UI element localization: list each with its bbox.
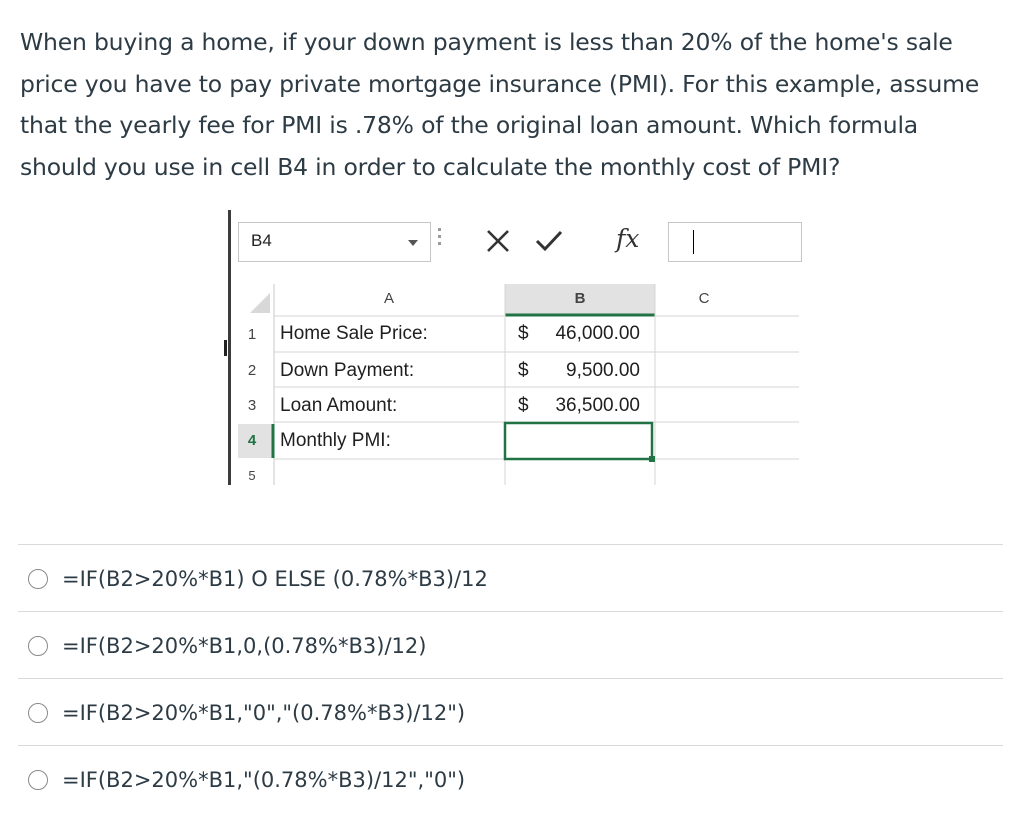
row-number: 2 [247,362,257,379]
radio-button[interactable] [28,569,48,589]
name-box-value: B4 [251,231,272,250]
question-line: When buying a home, if your down payment is less than 20% of the home's sale [20,28,953,56]
cell-a4: Monthly PMI: [280,430,391,451]
fx-icon: fx [616,224,640,253]
question-text [20,22,1010,188]
question-line: that the yearly fee for PMI is .78% of the original loan amount. Which formula [20,111,918,139]
radio-button[interactable] [28,636,48,656]
radio-button[interactable] [28,770,48,790]
column-header-c: C [698,290,710,307]
currency-symbol: $ [518,360,529,381]
radio-button[interactable] [28,703,48,723]
answer-option[interactable] [18,678,1003,745]
question-line: price you have to pay private mortgage insurance (PMI). For this example, assume [20,69,980,98]
answer-label[interactable]: =IF(B2>20%*B1,"0","(0.78%*B3)/12") [62,701,466,725]
cell-a1: Home Sale Price: [280,323,428,344]
cell-a2: Down Payment: [280,360,415,381]
currency-symbol: $ [518,323,529,344]
answer-label[interactable]: =IF(B2>20%*B1,0,(0.78%*B3)/12) [62,634,427,658]
column-header-a: A [383,290,394,307]
row-number: 3 [247,397,257,414]
row-number: 1 [247,326,257,343]
cell-a3: Loan Amount: [280,395,398,416]
column-header-b: B [574,290,586,307]
currency-symbol: $ [518,395,529,416]
answer-option[interactable] [18,611,1003,678]
cell-value: 9,500.00 [566,360,640,381]
row-number: 4 [247,432,257,449]
answer-choices [18,544,1003,813]
cell-value: 36,500.00 [555,395,640,416]
answer-option[interactable] [18,745,1003,813]
question-line: should you use in cell B4 in order to calculate the monthly cost of PMI? [20,152,841,181]
cell-value: 46,000.00 [555,323,640,344]
row-number: 5 [248,468,256,483]
answer-label[interactable]: =IF(B2>20%*B1) O ELSE (0.78%*B3)/12 [62,567,488,591]
answer-option[interactable] [18,544,1003,611]
spreadsheet-image [224,210,804,485]
answer-label[interactable]: =IF(B2>20%*B1,"(0.78%*B3)/12","0") [62,768,466,792]
